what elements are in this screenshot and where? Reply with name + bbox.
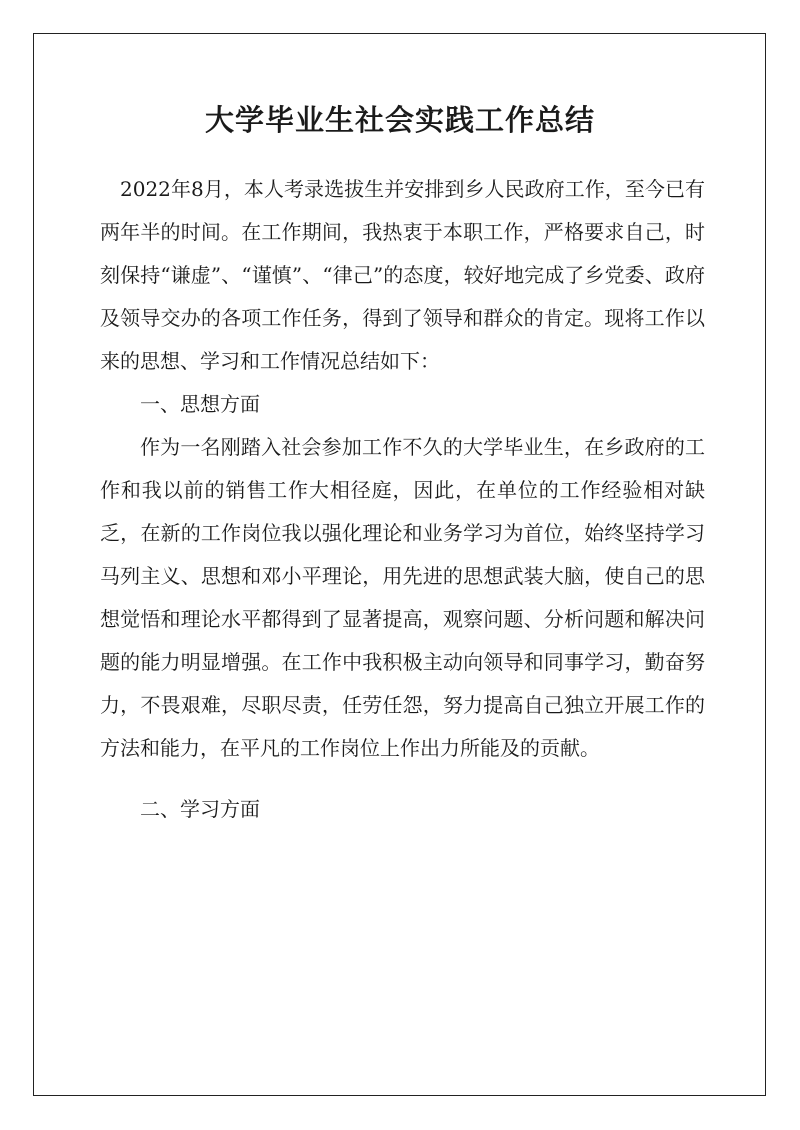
document-title: 大学毕业生社会实践工作总结 bbox=[204, 103, 595, 137]
section-heading-study: 二、学习方面 bbox=[140, 797, 260, 821]
document-body bbox=[100, 168, 705, 831]
intro-paragraph: 2022年8月，本人考录选拔生并安排到乡人民政府工作，至今已有两年半的时间。在工作期间，我热衷于本职工作，严格要求自己，时刻保持“谦虚”、“谨慎”、“律己”的态度，较好地完成了乡党委、政府及领导交办的各项工作任务，得到了领导和群众的肯定。现将工作以来的思想、学习和工作情况总结如下： bbox=[100, 177, 705, 373]
section-heading-thought: 一、思想方面 bbox=[140, 392, 260, 416]
section-body-thought: 作为一名刚踏入社会参加工作不久的大学毕业生，在乡政府的工作和我以前的销售工作大相径庭，因此，在单位的工作经验相对缺乏，在新的工作岗位我以强化理论和业务学习为首位，始终坚持学习马列主义、思想和邓小平理论，用先进的思想武装大脑，使自己的思想觉悟和理论水平都得到了显著提高，观察问题、分析问题和解决问题的能力明显增强。在工作中我积极主动向领导和同事学习，勤奋努力，不畏艰难，尽职尽责，任劳任怨，努力提高自己独立开展工作的方法和能力，在平凡的工作岗位上作出力所能及的贡献。 bbox=[100, 435, 705, 760]
